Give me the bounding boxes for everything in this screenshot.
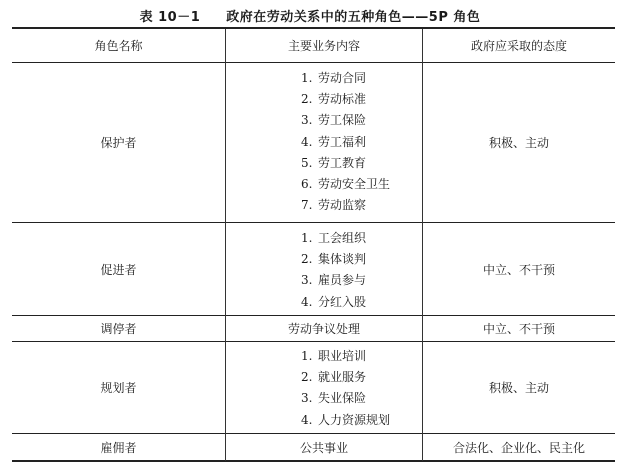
header-role: 角色名称 [94, 39, 143, 53]
list-item: 6. 劳动安全卫生 [301, 176, 391, 191]
attitude-cell: 积极、主动 [488, 136, 549, 150]
list-item: 4. 劳工福利 [301, 134, 367, 149]
role-cell: 调停者 [100, 322, 137, 336]
content-cell: 公共事业 [299, 440, 348, 455]
content-list [301, 68, 390, 216]
attitude-cell: 积极、主动 [488, 381, 549, 395]
list-item: 2. 集体谈判 [301, 252, 367, 267]
content-cell: 劳动争议处理 [287, 322, 360, 336]
role-cell: 促进者 [100, 262, 137, 277]
list-item: 1. 劳动合同 [301, 71, 367, 85]
list-item: 3. 失业保险 [301, 391, 367, 406]
table-number: 表 10－1 [139, 10, 201, 25]
role-cell: 雇佣者 [100, 440, 137, 455]
content-list [301, 228, 366, 313]
bottom-rule [12, 460, 615, 462]
role-cell: 保护者 [100, 136, 137, 150]
list-item: 1. 职业培训 [301, 349, 367, 363]
list-item: 4. 人力资源规划 [301, 412, 391, 427]
content-list [301, 346, 390, 431]
column-divider [225, 29, 226, 461]
table-caption [0, 6, 620, 25]
list-item: 5. 劳工教育 [301, 155, 367, 170]
table-title: 政府在劳动关系中的五种角色——5P 角色 [226, 10, 481, 25]
list-item: 2. 就业服务 [301, 370, 367, 385]
list-item: 1. 工会组织 [301, 231, 367, 245]
list-item: 4. 分红入股 [301, 294, 367, 309]
attitude-cell: 中立、不干预 [482, 262, 555, 277]
list-item: 3. 劳工保险 [301, 113, 367, 128]
attitude-cell: 合法化、企业化、民主化 [452, 440, 585, 455]
list-item: 2. 劳动标准 [301, 92, 367, 107]
attitude-cell: 中立、不干预 [482, 322, 555, 336]
list-item: 3. 雇员参与 [301, 273, 367, 288]
list-item: 7. 劳动监察 [301, 198, 367, 213]
header-attitude: 政府应采取的态度 [470, 39, 567, 53]
role-cell: 规划者 [100, 381, 137, 395]
header-content: 主要业务内容 [287, 39, 360, 53]
